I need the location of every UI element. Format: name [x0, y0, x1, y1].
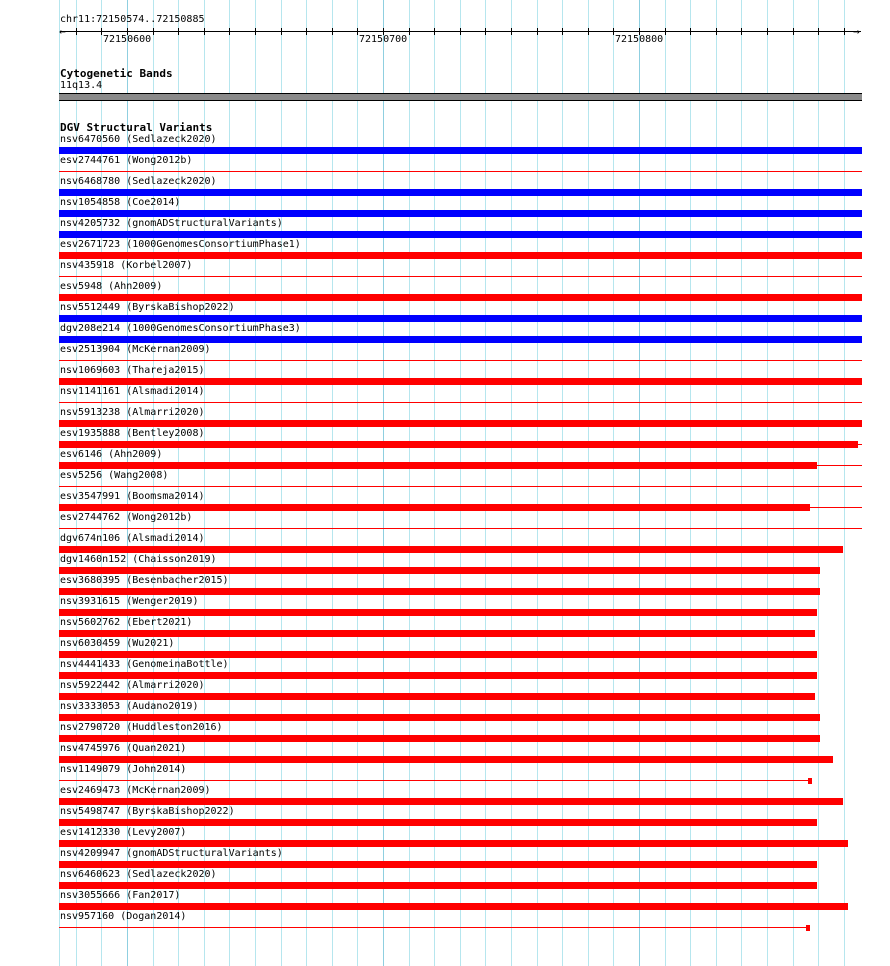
ruler-tick	[767, 28, 768, 35]
sv-label[interactable]: dgv1460n152 (Chaisson2019)	[60, 554, 217, 565]
sv-label[interactable]: nsv3055666 (Fan2017)	[60, 890, 181, 901]
sv-thin-line[interactable]	[59, 360, 862, 361]
sv-bar[interactable]	[59, 693, 815, 700]
sv-bar[interactable]	[59, 462, 817, 469]
sv-bar[interactable]	[59, 546, 843, 553]
sv-bar[interactable]	[59, 630, 815, 637]
track-title: DGV Structural Variants	[60, 121, 213, 134]
ruler-tick	[255, 28, 256, 35]
sv-label[interactable]: esv3680395 (Besenbacher2015)	[60, 575, 229, 586]
ruler-tick	[793, 28, 794, 35]
sv-label[interactable]: nsv1069603 (Thareja2015)	[60, 365, 205, 376]
sv-bar[interactable]	[59, 504, 810, 511]
sv-label[interactable]: dgv674n106 (Alsmadi2014)	[60, 533, 205, 544]
sv-label[interactable]: esv5948 (Ahn2009)	[60, 281, 163, 292]
sv-bar[interactable]	[59, 903, 848, 910]
sv-bar[interactable]	[59, 714, 820, 721]
sv-label[interactable]: nsv4205732 (gnomADStructuralVariants)	[60, 218, 283, 229]
ruler-tick	[537, 28, 538, 35]
sv-label[interactable]: esv6146 (Ahn2009)	[60, 449, 163, 460]
sv-thin-line[interactable]	[59, 402, 862, 403]
sv-bar[interactable]	[59, 798, 843, 805]
sv-thin-line[interactable]	[59, 780, 810, 781]
sv-label[interactable]: esv2744761 (Wong2012b)	[60, 155, 193, 166]
sv-bar[interactable]	[59, 567, 820, 574]
sv-bar[interactable]	[59, 294, 862, 301]
sv-stub[interactable]	[806, 925, 810, 931]
ruler-tick	[511, 28, 512, 35]
tick-label: 72150600	[103, 34, 152, 45]
sv-label[interactable]: nsv5512449 (ByrskaBishop2022)	[60, 302, 235, 313]
sv-bar[interactable]	[59, 336, 862, 343]
ruler-tick	[76, 28, 77, 35]
tick-label: 72150700	[359, 34, 408, 45]
sv-label[interactable]: nsv3333053 (Audano2019)	[60, 701, 199, 712]
sv-bar[interactable]	[59, 420, 862, 427]
ruler-tick	[281, 28, 282, 35]
sv-label[interactable]: dgv208e214 (1000GenomesConsortiumPhase3)	[60, 323, 301, 334]
ruler-tick	[460, 28, 461, 35]
sv-thin-line[interactable]	[59, 927, 808, 928]
ruler-tick	[153, 28, 154, 35]
sv-bar[interactable]	[59, 840, 848, 847]
ruler-tick	[844, 28, 845, 35]
sv-bar[interactable]	[59, 231, 862, 238]
sv-label[interactable]: nsv6468780 (Sedlazeck2020)	[60, 176, 217, 187]
sv-bar[interactable]	[59, 672, 817, 679]
sv-label[interactable]: esv3547991 (Boomsma2014)	[60, 491, 205, 502]
sv-label[interactable]: nsv3931615 (Wenger2019)	[60, 596, 199, 607]
ruler-tick	[613, 28, 614, 35]
sv-bar[interactable]	[59, 861, 817, 868]
sv-label[interactable]: esv1935888 (Bentley2008)	[60, 428, 205, 439]
sv-label[interactable]: esv2469473 (McKernan2009)	[60, 785, 211, 796]
band-label: 11q13.4	[60, 80, 103, 91]
sv-label[interactable]: nsv6470560 (Sedlazeck2020)	[60, 134, 217, 145]
sv-label[interactable]: nsv4209947 (gnomADStructuralVariants)	[60, 848, 283, 859]
sv-label[interactable]: nsv1149079 (John2014)	[60, 764, 187, 775]
sv-label[interactable]: nsv4441433 (GenomeinaBottle)	[60, 659, 229, 670]
sv-bar[interactable]	[59, 588, 820, 595]
ruler-tick	[306, 28, 307, 35]
cytoband-bar[interactable]	[59, 93, 862, 101]
sv-bar[interactable]	[59, 819, 817, 826]
sv-bar[interactable]	[59, 882, 817, 889]
grid-line	[818, 0, 819, 966]
ruler-tick	[818, 28, 819, 35]
sv-bar[interactable]	[59, 609, 817, 616]
ruler-tick	[588, 28, 589, 35]
ruler-tick	[332, 28, 333, 35]
position-label: chr11:72150574..72150885	[60, 14, 205, 25]
sv-bar[interactable]	[59, 735, 820, 742]
sv-bar[interactable]	[59, 315, 862, 322]
sv-label[interactable]: nsv4745976 (Quan2021)	[60, 743, 187, 754]
sv-stub[interactable]	[808, 778, 812, 784]
sv-bar[interactable]	[59, 252, 862, 259]
ruler-tick	[716, 28, 717, 35]
sv-thin-line[interactable]	[59, 528, 862, 529]
sv-thin-line[interactable]	[59, 486, 862, 487]
sv-label[interactable]: nsv5602762 (Ebert2021)	[60, 617, 193, 628]
sv-label[interactable]: nsv957160 (Dogan2014)	[60, 911, 187, 922]
sv-bar[interactable]	[59, 378, 862, 385]
ruler-tick	[409, 28, 410, 35]
sv-bar[interactable]	[59, 441, 858, 448]
sv-label[interactable]: nsv1141161 (Alsmadi2014)	[60, 386, 205, 397]
sv-label[interactable]: nsv435918 (Korbel2007)	[60, 260, 193, 271]
ruler-tick	[204, 28, 205, 35]
sv-label[interactable]: esv5256 (Wang2008)	[60, 470, 169, 481]
right-arrow-icon: →	[853, 25, 860, 38]
sv-thin-line[interactable]	[59, 171, 862, 172]
sv-label[interactable]: esv2744762 (Wong2012b)	[60, 512, 193, 523]
sv-thin-line[interactable]	[59, 276, 862, 277]
sv-label[interactable]: nsv6460623 (Sedlazeck2020)	[60, 869, 217, 880]
ruler-tick	[178, 28, 179, 35]
ruler-tick	[485, 28, 486, 35]
sv-bar[interactable]	[59, 651, 817, 658]
sv-bar[interactable]	[59, 210, 862, 217]
sv-label[interactable]: nsv2790720 (Huddleston2016)	[60, 722, 223, 733]
ruler-tick	[101, 28, 102, 35]
ruler-tick	[665, 28, 666, 35]
grid-line	[844, 0, 845, 966]
sv-bar[interactable]	[59, 147, 862, 154]
sv-label[interactable]: esv1412330 (Levy2007)	[60, 827, 187, 838]
sv-label[interactable]: nsv5498747 (ByrskaBishop2022)	[60, 806, 235, 817]
sv-label[interactable]: esv2513904 (McKernan2009)	[60, 344, 211, 355]
track-title: Cytogenetic Bands	[60, 67, 173, 80]
ruler-tick	[229, 28, 230, 35]
sv-label[interactable]: nsv6030459 (Wu2021)	[60, 638, 175, 649]
sv-label[interactable]: nsv5922442 (Almarri2020)	[60, 680, 205, 691]
tick-label: 72150800	[615, 34, 664, 45]
ruler-tick	[357, 28, 358, 35]
sv-bar[interactable]	[59, 756, 833, 763]
sv-label[interactable]: esv2671723 (1000GenomesConsortiumPhase1)	[60, 239, 301, 250]
ruler-tick	[690, 28, 691, 35]
sv-bar[interactable]	[59, 189, 862, 196]
sv-label[interactable]: nsv1054858 (Coe2014)	[60, 197, 181, 208]
sv-label[interactable]: nsv5913238 (Almarri2020)	[60, 407, 205, 418]
ruler-tick	[434, 28, 435, 35]
ruler-tick	[562, 28, 563, 35]
left-arrow-icon: ←	[59, 25, 66, 38]
ruler-tick	[741, 28, 742, 35]
